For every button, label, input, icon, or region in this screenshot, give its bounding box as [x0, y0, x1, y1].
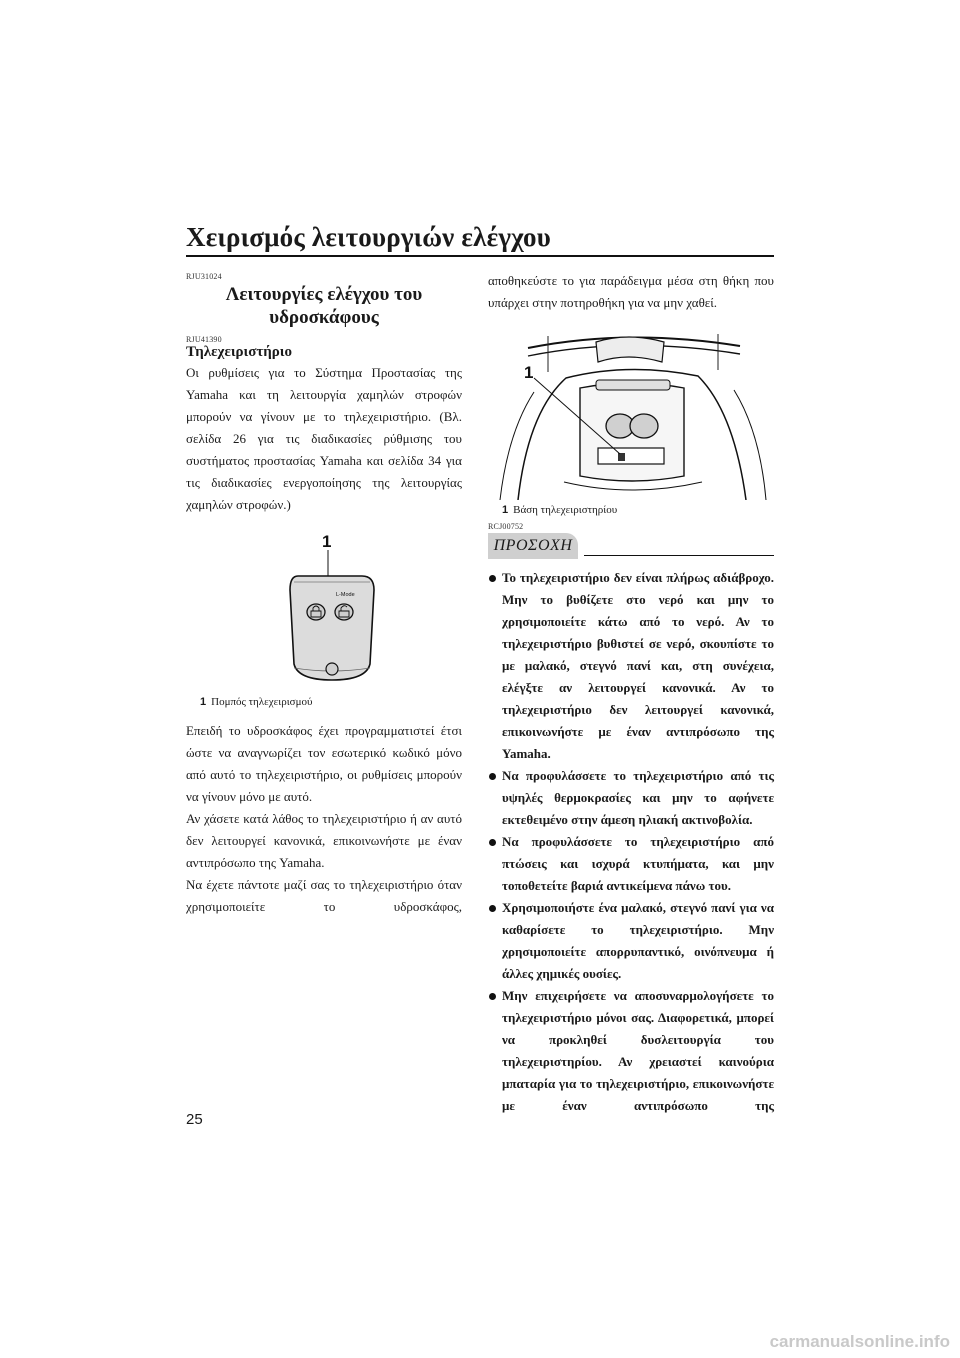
remote-in-holder-icon — [618, 453, 625, 461]
page-number: 25 — [186, 1111, 203, 1128]
device-label: L-Mode — [336, 592, 355, 598]
figure-caption — [200, 696, 312, 708]
figure-callout: 1 — [322, 532, 332, 551]
caution-code: RCJ00752 — [488, 522, 524, 531]
caution-item: Το τηλεχειριστήριο δεν είναι πλήρως αδιάβροχο. Μην το βυθίζετε στο νερό και μην το χρησιμοποιείτε κάτω από το νερό. Αν το τηλεχειριστήριο βυθιστεί σε νερό, σκουπίστε το με μαλακό, στεγνό πανί και, στη συνέχεια, ελέγξτε αν λειτουργεί κανονικά. Αν το τηλεχειριστήριο δεν λειτουργεί κανονικά, επικοινωνήστε με έναν αντιπρόσωπο της Yamaha. — [488, 567, 774, 765]
caution-item: Να προφυλάσσετε το τηλεχειριστήριο από πτώσεις και ισχυρά κτυπήματα, και μην τοποθετείτε βαριά αντικείμενα πάνω του. — [488, 831, 774, 897]
paragraph-code-recognition: Επειδή το υδροσκάφος έχει προγραμματιστεί έτσι ώστε να αναγνωρίζει τον εσωτερικό κωδικό μόνο από αυτό το τηλεχειριστήριο, οι ρυθμίσεις μπορούν να γίνουν μόνο με αυτό. — [186, 723, 462, 804]
paragraph-carry-remote: Να έχετε πάντοτε μαζί σας το τηλεχειριστήριο όταν χρησιμοποιείτε το υδροσκάφος, — [186, 877, 462, 914]
caution-item: Μην επιχειρήσετε να αποσυναρμολογήσετε το τηλεχειριστήριο μόνοι σας. Διαφορετικά, μπορεί να προκληθεί δυσλειτουργία του τηλεχειριστηρίου. Αν χρειαστεί καινούρια μπαταρία για το τηλεχειριστήριο, επικοινωνήστε με έναν αντιπρόσωπο της — [488, 985, 774, 1117]
caution-badge: ΠΡΟΣΟΧΗ — [488, 533, 578, 559]
remote-holder-illustration — [488, 322, 774, 500]
figure-caption — [502, 504, 617, 516]
caution-item: Χρησιμοποιήστε ένα μαλακό, στεγνό πανί για να καθαρίσετε το τηλεχειριστήριο. Μην χρησιμοποιείτε απορρυπαντικό, οινόπνευμα ή άλλες χημικές ουσίες. — [488, 897, 774, 985]
key-ring-hole-icon — [326, 663, 338, 675]
caption-text: Βάση τηλεχειριστηρίου — [513, 504, 618, 516]
holder-figure — [488, 322, 774, 518]
caution-list — [488, 567, 774, 1117]
caution-rule — [584, 555, 774, 556]
caption-number: 1 — [502, 504, 509, 516]
remote-holder-slot — [598, 448, 664, 464]
right-column — [488, 272, 774, 1117]
section-title — [186, 283, 462, 329]
caution-item: Να προφυλάσσετε το τηλεχειριστήριο από τις υψηλές θερμοκρασίες και μην το αφήνετε εκτεθειμένο στην άμεση ηλιακή ακτινοβολία. — [488, 765, 774, 831]
remote-figure — [186, 530, 462, 714]
left-column — [186, 272, 462, 918]
remote-transmitter-illustration — [186, 530, 462, 714]
caution-header — [488, 533, 774, 559]
caption-number: 1 — [200, 696, 207, 708]
figure-callout: 1 — [524, 363, 534, 382]
unlock-button-icon — [335, 604, 353, 620]
watermark: carmanualsonline.info — [769, 1332, 950, 1351]
section-title-line-2: υδροσκάφους — [269, 307, 379, 328]
paragraph-lost-remote: Αν χάσετε κατά λάθος το τηλεχειριστήριο ή αν αυτό δεν λειτουργεί κανονικά, επικοινωνήστε με έναν αντιπρόσωπο της Yamaha. — [186, 811, 462, 870]
subsection-title: Τηλεχειριστήριο — [186, 344, 292, 360]
intro-paragraph: Οι ρυθμίσεις για το Σύστημα Προστασίας της Yamaha και τη λειτουργία χαμηλών στροφών μπορούν να γίνουν με το τηλεχειριστήριο. (Βλ. σελίδα 26 για τις διαδικασίες ρύθμισης του συστήματος προστασίας Yamaha και σελίδα 34 για τις διαδικασίες ενεργοποίησης της λειτουργίας χαμηλών στροφών.) — [186, 365, 462, 512]
page-title: Χειρισμός λειτουργιών ελέγχου — [186, 222, 551, 252]
paragraph-storage: αποθηκεύστε το για παράδειγμα μέσα στη θήκη που υπάρχει στην ποτηροθήκη για να μην χαθεί. — [488, 273, 774, 310]
subsection-code: RJU41390 — [186, 335, 222, 344]
page-header — [186, 222, 774, 257]
section-title-line-1: Λειτουργίες ελέγχου του — [225, 284, 423, 305]
caption-text: Πομπός τηλεχειρισμού — [211, 696, 313, 708]
section-code: RJU31024 — [186, 272, 222, 281]
